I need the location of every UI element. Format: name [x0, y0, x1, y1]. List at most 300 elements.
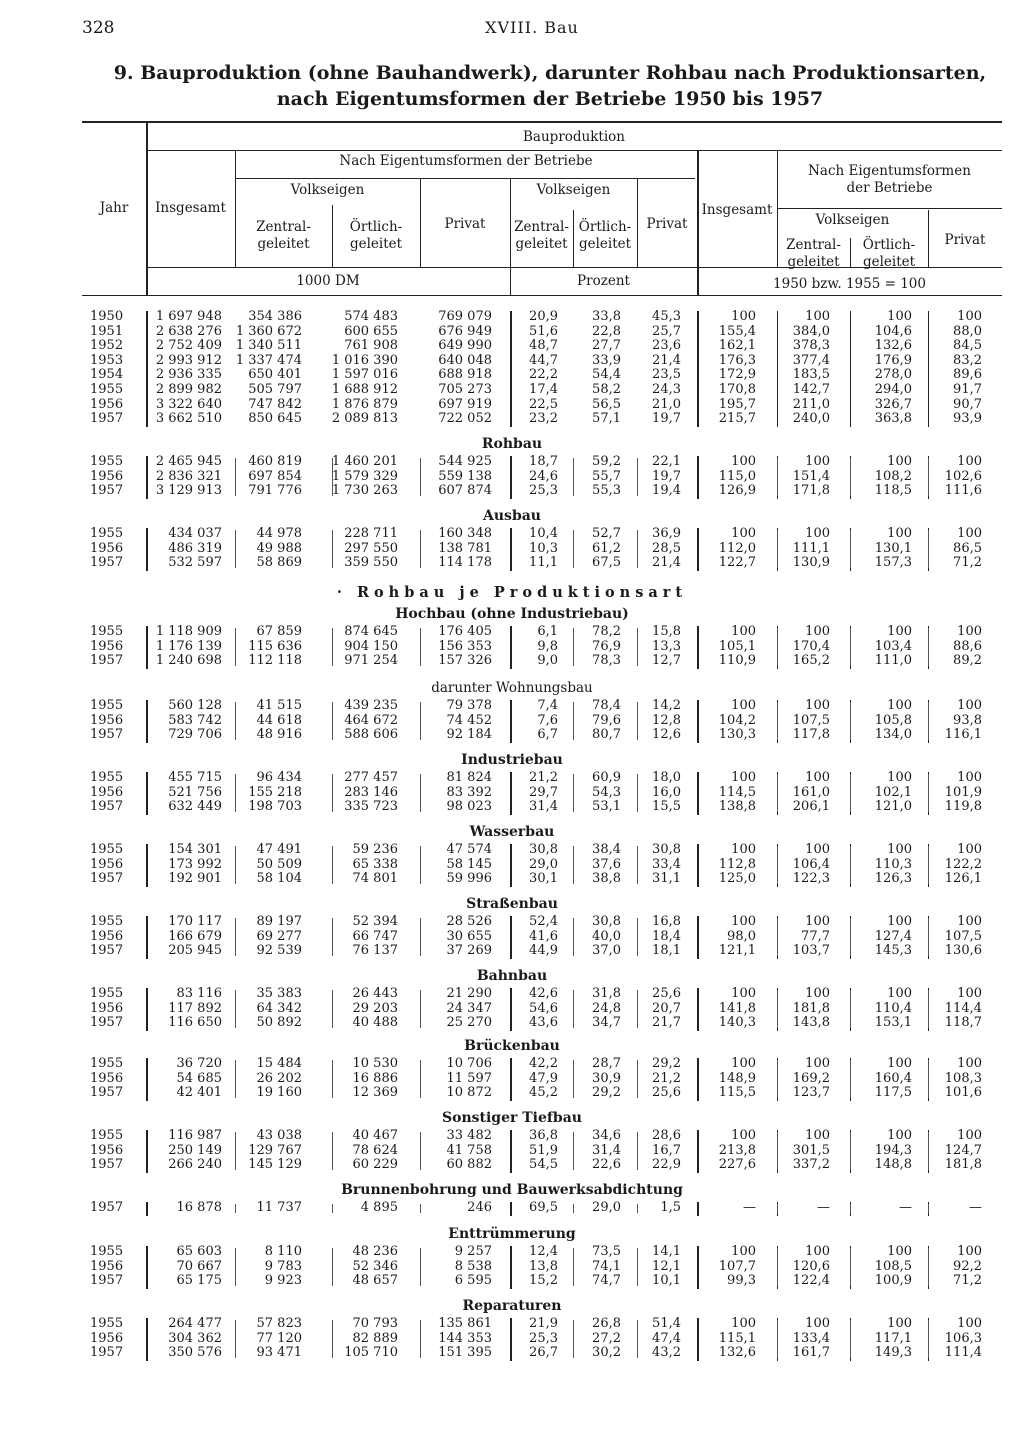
- table-cell: 107,5: [792, 712, 830, 728]
- table-cell: 48,7: [529, 338, 558, 354]
- table-cell-year: 1955: [90, 382, 124, 397]
- table-cell: 60 882: [446, 1157, 492, 1173]
- table-cell: 100: [731, 526, 756, 541]
- table-cell: 105,1: [718, 638, 756, 654]
- column-rule-thin: [850, 702, 851, 740]
- table-cell: 304 362: [168, 1330, 222, 1346]
- table-cell: 1 240 698: [155, 653, 222, 669]
- column-rule-thin: [573, 1204, 574, 1213]
- table-cell: 116,1: [944, 727, 982, 743]
- table-cell-year: 1950: [90, 309, 124, 324]
- table-cell: 16,8: [652, 914, 681, 929]
- column-rule: [510, 311, 512, 427]
- column-rule-thin: [420, 702, 421, 740]
- table-cell: 166 679: [168, 928, 222, 944]
- table-cell: 10,3: [529, 540, 558, 556]
- column-rule: [510, 1058, 512, 1101]
- table-cell: 78 624: [352, 1142, 398, 1158]
- table-cell: 135 861: [438, 1316, 492, 1331]
- table-cell: 12,1: [652, 1258, 681, 1274]
- column-rule-thin: [637, 1060, 638, 1098]
- column-rule-thin: [235, 458, 236, 496]
- table-cell: 100: [887, 770, 912, 785]
- header-jahr: Jahr: [99, 200, 129, 216]
- table-cell-year: 1957: [90, 1157, 124, 1173]
- column-rule-thin: [850, 846, 851, 884]
- column-rule: [697, 1246, 699, 1289]
- table-cell: 29,2: [592, 1085, 621, 1101]
- column-rule-thin: [777, 846, 778, 884]
- table-cell: 2 936 335: [155, 367, 222, 383]
- table-cell: 108,2: [874, 468, 912, 484]
- column-rule-thin: [777, 458, 778, 496]
- table-cell: 8 538: [454, 1258, 492, 1274]
- column-rule-thin: [850, 458, 851, 496]
- table-cell: 89 197: [256, 914, 302, 929]
- table-cell: 176,9: [874, 352, 912, 368]
- header-oertlich-dm: Örtlich- geleitet: [349, 219, 403, 252]
- table-cell: 20,9: [529, 309, 558, 324]
- table-cell: 100: [805, 986, 830, 1001]
- table-cell: 1 579 329: [331, 468, 398, 484]
- table-cell: 132,6: [874, 338, 912, 354]
- table-cell: 116 987: [168, 1128, 222, 1143]
- table-cell: 21 290: [446, 986, 492, 1001]
- table-cell: 33 482: [446, 1128, 492, 1143]
- column-rule-thin: [928, 1132, 929, 1170]
- table-cell: 101,9: [944, 784, 982, 800]
- table-cell: 2 465 945: [155, 454, 222, 469]
- table-cell: 363,8: [874, 411, 912, 427]
- table-cell: 105 710: [344, 1345, 398, 1361]
- table-cell: 29,0: [529, 856, 558, 872]
- column-rule-thin: [637, 702, 638, 740]
- table-cell: 122,3: [792, 871, 830, 887]
- table-cell: 36,9: [652, 526, 681, 541]
- table-cell: 277 457: [344, 770, 398, 785]
- table-cell: 904 150: [344, 638, 398, 654]
- table-cell: 24,3: [652, 382, 681, 397]
- table-cell: 155 218: [248, 784, 302, 800]
- table-cell: 53,1: [592, 799, 621, 815]
- table-cell: 143,8: [792, 1015, 830, 1031]
- table-cell: 54,3: [592, 784, 621, 800]
- table-cell: 112 118: [248, 653, 302, 669]
- table-cell: 11 737: [256, 1200, 302, 1215]
- table-cell-year: 1955: [90, 770, 124, 785]
- table-cell: 83 392: [446, 784, 492, 800]
- table-cell: 14,2: [652, 698, 681, 713]
- table-cell: 100: [805, 454, 830, 469]
- table-cell: —: [817, 1200, 830, 1215]
- table-cell: 100: [957, 624, 982, 639]
- header-bauproduktion: Bauproduktion: [523, 129, 625, 145]
- table-cell: 12,7: [652, 653, 681, 669]
- table-cell: 115,1: [718, 1330, 756, 1346]
- table-cell: 134,0: [874, 727, 912, 743]
- table-cell: 283 146: [344, 784, 398, 800]
- table-cell: 181,8: [792, 1000, 830, 1016]
- table-cell: 12,4: [529, 1244, 558, 1259]
- table-cell: 521 756: [168, 784, 222, 800]
- column-rule: [510, 1202, 512, 1216]
- table-cell: 79 378: [446, 698, 492, 713]
- table-cell: 100: [731, 309, 756, 324]
- table-cell-year: 1955: [90, 1244, 124, 1259]
- table-cell: 100: [805, 526, 830, 541]
- table-cell: 89,2: [953, 653, 982, 669]
- column-rule-thin: [573, 990, 574, 1028]
- table-cell: 874 645: [344, 624, 398, 639]
- table-cell: 47 574: [446, 842, 492, 857]
- column-rule-thin: [850, 774, 851, 812]
- table-cell: 126,3: [874, 871, 912, 887]
- table-cell-year: 1955: [90, 842, 124, 857]
- table-cell: 607 874: [438, 483, 492, 499]
- table-cell: 110,9: [718, 653, 756, 669]
- table-cell-year: 1957: [90, 653, 124, 669]
- column-rule-thin: [850, 1204, 851, 1213]
- section-title: · Rohbau je Produktionsart: [336, 584, 688, 601]
- table-cell: 149,3: [874, 1345, 912, 1361]
- table-cell: 10 530: [352, 1056, 398, 1071]
- column-rule-thin: [928, 1204, 929, 1213]
- table-cell: 110,3: [874, 856, 912, 872]
- table-cell: 52,7: [592, 526, 621, 541]
- column-rule-thin: [850, 918, 851, 956]
- table-cell: 84,5: [953, 338, 982, 354]
- header-privat-pct: Privat: [646, 216, 688, 232]
- header-insgesamt-index: Insgesamt: [701, 202, 773, 218]
- table-cell: 104,6: [874, 323, 912, 339]
- column-rule-thin: [850, 628, 851, 666]
- table-cell: 640 048: [438, 352, 492, 368]
- column-rule: [146, 916, 148, 959]
- table-cell: 2 993 912: [155, 352, 222, 368]
- table-cell: 21,4: [652, 555, 681, 571]
- column-rule-thin: [235, 990, 236, 1028]
- table-cell: 165,2: [792, 653, 830, 669]
- table-cell: 111,4: [944, 1345, 982, 1361]
- table-cell: 10,4: [529, 526, 558, 541]
- column-rule-thin: [332, 1132, 333, 1170]
- table-cell: 769 079: [438, 309, 492, 324]
- table-cell: 121,0: [874, 799, 912, 815]
- table-cell: 1,5: [660, 1200, 681, 1215]
- table-cell: 111,6: [944, 483, 982, 499]
- table-cell: 29 203: [352, 1000, 398, 1016]
- table-cell: 100: [805, 914, 830, 929]
- header-insgesamt-dm: Insgesamt: [155, 200, 226, 216]
- header-rule-2: [235, 178, 695, 179]
- table-cell: 57,1: [592, 411, 621, 427]
- table-cell: 1 118 909: [155, 624, 222, 639]
- table-cell: 42,6: [529, 986, 558, 1001]
- table-cell: 354 386: [248, 309, 302, 324]
- table-cell: 100: [731, 986, 756, 1001]
- table-cell: 28 526: [446, 914, 492, 929]
- table-cell: 30,8: [592, 914, 621, 929]
- table-cell: 60 229: [352, 1157, 398, 1173]
- column-rule-thin: [420, 990, 421, 1028]
- table-cell: 30,9: [592, 1070, 621, 1086]
- table-cell: 377,4: [792, 352, 830, 368]
- table-cell: 60,9: [592, 770, 621, 785]
- table-cell: 104,2: [718, 712, 756, 728]
- table-cell: 51,6: [529, 323, 558, 339]
- table-cell: 12,6: [652, 727, 681, 743]
- table-cell: 58 869: [256, 555, 302, 571]
- header-volkseigen-pct: Volkseigen: [536, 182, 611, 198]
- table-cell: 11,1: [529, 555, 558, 571]
- table-cell: 47,9: [529, 1070, 558, 1086]
- table-cell: 69 277: [256, 928, 302, 944]
- table-cell: 100: [957, 698, 982, 713]
- table-cell: 107,7: [718, 1258, 756, 1274]
- column-rule-thin: [235, 1060, 236, 1098]
- table-cell: 111,1: [792, 540, 830, 556]
- table-cell: 122,4: [792, 1273, 830, 1289]
- table-cell: 30,8: [529, 842, 558, 857]
- table-cell: 18,1: [652, 943, 681, 959]
- table-cell-year: 1951: [90, 323, 124, 339]
- table-cell-year: 1956: [90, 1258, 124, 1274]
- column-rule-thin: [777, 918, 778, 956]
- table-cell: 350 576: [168, 1345, 222, 1361]
- column-rule: [510, 988, 512, 1031]
- table-cell: 51,4: [652, 1316, 681, 1331]
- table-cell: 100: [887, 1128, 912, 1143]
- column-rule-thin: [332, 1060, 333, 1098]
- table-cell: 650 401: [248, 367, 302, 383]
- table-cell: 55,7: [592, 468, 621, 484]
- column-rule-thin: [777, 990, 778, 1028]
- table-cell: 170,8: [718, 382, 756, 397]
- chapter-heading: XVIII. Bau: [485, 18, 579, 37]
- table-cell: 98 023: [446, 799, 492, 815]
- table-cell: 15,8: [652, 624, 681, 639]
- table-cell-year: 1956: [90, 1330, 124, 1346]
- table-cell: 100: [887, 1316, 912, 1331]
- table-cell: 8 110: [264, 1244, 302, 1259]
- table-cell: 79,6: [592, 712, 621, 728]
- table-cell: 3 322 640: [155, 396, 222, 412]
- table-cell: 25,3: [529, 483, 558, 499]
- table-cell: 58,2: [592, 382, 621, 397]
- table-cell: 170 117: [168, 914, 222, 929]
- column-rule-thin: [332, 1248, 333, 1286]
- table-cell: 6,7: [537, 727, 558, 743]
- table-cell: 297 550: [344, 540, 398, 556]
- column-rule-thin: [332, 530, 333, 568]
- table-cell: 54,5: [529, 1157, 558, 1173]
- table-cell: 2 638 276: [155, 323, 222, 339]
- table-cell: 697 854: [248, 468, 302, 484]
- table-cell-year: 1954: [90, 367, 124, 383]
- column-rule-thin: [637, 1248, 638, 1286]
- table-cell: 44 618: [256, 712, 302, 728]
- table-cell: 560 128: [168, 698, 222, 713]
- table-cell: 24 347: [446, 1000, 492, 1016]
- table-cell: 58 145: [446, 856, 492, 872]
- table-cell: 460 819: [248, 454, 302, 469]
- table-cell-year: 1957: [90, 871, 124, 887]
- column-rule: [697, 916, 699, 959]
- table-cell: 38,8: [592, 871, 621, 887]
- table-cell: 124,7: [944, 1142, 982, 1158]
- table-cell: 36 720: [176, 1056, 222, 1071]
- section-title: Brückenbau: [464, 1038, 560, 1054]
- column-rule-thin: [777, 1060, 778, 1098]
- table-cell: 100: [805, 842, 830, 857]
- table-cell: 100: [805, 624, 830, 639]
- table-cell: 103,4: [874, 638, 912, 654]
- table-cell: 130,6: [944, 943, 982, 959]
- column-rule-thin: [928, 918, 929, 956]
- table-cell: 74,1: [592, 1258, 621, 1274]
- table-cell: 2 899 982: [155, 382, 222, 397]
- table-cell: 31,4: [592, 1142, 621, 1158]
- header-rule-1: [146, 150, 1002, 151]
- column-rule: [850, 311, 851, 427]
- table-cell: 33,8: [592, 309, 621, 324]
- table-cell: 50 892: [256, 1015, 302, 1031]
- table-cell-year: 1956: [90, 1142, 124, 1158]
- table-cell: 122,2: [944, 856, 982, 872]
- section-title: Industriebau: [461, 752, 563, 768]
- table-cell: 23,2: [529, 411, 558, 427]
- table-cell: 14,1: [652, 1244, 681, 1259]
- table-cell: 114 178: [438, 555, 492, 571]
- table-cell-year: 1955: [90, 624, 124, 639]
- table-cell: 30,2: [592, 1345, 621, 1361]
- table-cell: 37,0: [592, 943, 621, 959]
- table-cell: 697 919: [438, 396, 492, 412]
- table-cell: 335 723: [344, 799, 398, 815]
- table-cell: 171,8: [792, 483, 830, 499]
- table-cell: 301,5: [792, 1142, 830, 1158]
- table-cell: 116 650: [168, 1015, 222, 1031]
- table-cell: 100: [731, 624, 756, 639]
- column-rule-thin: [573, 1320, 574, 1358]
- column-rule-thin: [573, 846, 574, 884]
- column-rule: [146, 1246, 148, 1289]
- table-cell: 102,1: [874, 784, 912, 800]
- table-cell: 464 672: [344, 712, 398, 728]
- table-cell: 155,4: [718, 323, 756, 339]
- table-cell: 705 273: [438, 382, 492, 397]
- column-rule: [146, 626, 148, 669]
- table-cell: 791 776: [248, 483, 302, 499]
- table-cell: 93,8: [953, 712, 982, 728]
- table-cell: 144 353: [438, 1330, 492, 1346]
- table-cell: 100: [731, 770, 756, 785]
- table-cell: 42 401: [176, 1085, 222, 1101]
- table-cell: 65 603: [176, 1244, 222, 1259]
- table-cell: 21,7: [652, 1015, 681, 1031]
- page-number: 328: [82, 18, 115, 38]
- column-rule-thin: [777, 530, 778, 568]
- table-cell-year: 1956: [90, 928, 124, 944]
- table-cell: 33,4: [652, 856, 681, 872]
- table-cell: 2 752 409: [155, 338, 222, 354]
- table-cell: 9,8: [537, 638, 558, 654]
- table-cell: 19 160: [256, 1085, 302, 1101]
- table-cell: 16 878: [176, 1200, 222, 1215]
- table-cell: 112,0: [718, 540, 756, 556]
- table-cell: 48 657: [352, 1273, 398, 1289]
- table-cell: 92,2: [953, 1258, 982, 1274]
- table-cell: 153,1: [874, 1015, 912, 1031]
- table-cell: 37 269: [446, 943, 492, 959]
- table-cell: 130,1: [874, 540, 912, 556]
- table-cell: 359 550: [344, 555, 398, 571]
- column-rule: [510, 700, 512, 743]
- header-privat-index: Privat: [944, 232, 986, 248]
- column-rule: [146, 772, 148, 815]
- table-cell: 25,6: [652, 1085, 681, 1101]
- table-cell: 157,3: [874, 555, 912, 571]
- table-cell: 41,6: [529, 928, 558, 944]
- table-cell: 118,7: [944, 1015, 982, 1031]
- table-cell: 115 636: [248, 638, 302, 654]
- table-cell: 43 038: [256, 1128, 302, 1143]
- table-cell: 92 539: [256, 943, 302, 959]
- table-cell: 115,5: [718, 1085, 756, 1101]
- table-cell: 42,2: [529, 1056, 558, 1071]
- table-cell: 148,9: [718, 1070, 756, 1086]
- table-cell-year: 1956: [90, 540, 124, 556]
- table-cell: 384,0: [792, 323, 830, 339]
- table-cell: 183,5: [792, 367, 830, 383]
- table-cell: 117 892: [168, 1000, 222, 1016]
- column-rule-thin: [777, 1132, 778, 1170]
- table-cell: 76 137: [352, 943, 398, 959]
- table-cell: 26,7: [529, 1345, 558, 1361]
- table-cell: 100: [957, 526, 982, 541]
- table-cell: 15 484: [256, 1056, 302, 1071]
- table-cell: 103,7: [792, 943, 830, 959]
- table-cell-year: 1957: [90, 799, 124, 815]
- column-rule: [146, 1058, 148, 1101]
- table-cell-year: 1955: [90, 1056, 124, 1071]
- table-cell-year: 1955: [90, 698, 124, 713]
- header-top-rule: [82, 121, 1002, 123]
- column-rule: [697, 456, 699, 499]
- table-cell: 126,9: [718, 483, 756, 499]
- table-cell: 93,9: [953, 411, 982, 427]
- title-line-2: nach Eigentumsformen der Betriebe 1950 bis 1957: [276, 88, 824, 110]
- table-cell: 632 449: [168, 799, 222, 815]
- table-cell: 10 706: [446, 1056, 492, 1071]
- table-cell: 110,4: [874, 1000, 912, 1016]
- column-rule-thin: [420, 774, 421, 812]
- table-cell: 100,9: [874, 1273, 912, 1289]
- table-cell: 52 346: [352, 1258, 398, 1274]
- table-cell: 15,2: [529, 1273, 558, 1289]
- table-cell-year: 1957: [90, 411, 124, 427]
- column-rule-thin: [637, 774, 638, 812]
- column-rule-thin: [573, 702, 574, 740]
- table-cell: 141,8: [718, 1000, 756, 1016]
- column-rule-thin: [637, 846, 638, 884]
- table-cell: 600 655: [344, 323, 398, 339]
- table-cell: 122,7: [718, 555, 756, 571]
- table-cell: 154 301: [168, 842, 222, 857]
- table-cell: 100: [731, 842, 756, 857]
- table-cell: 100: [731, 1244, 756, 1259]
- column-rule: [146, 700, 148, 743]
